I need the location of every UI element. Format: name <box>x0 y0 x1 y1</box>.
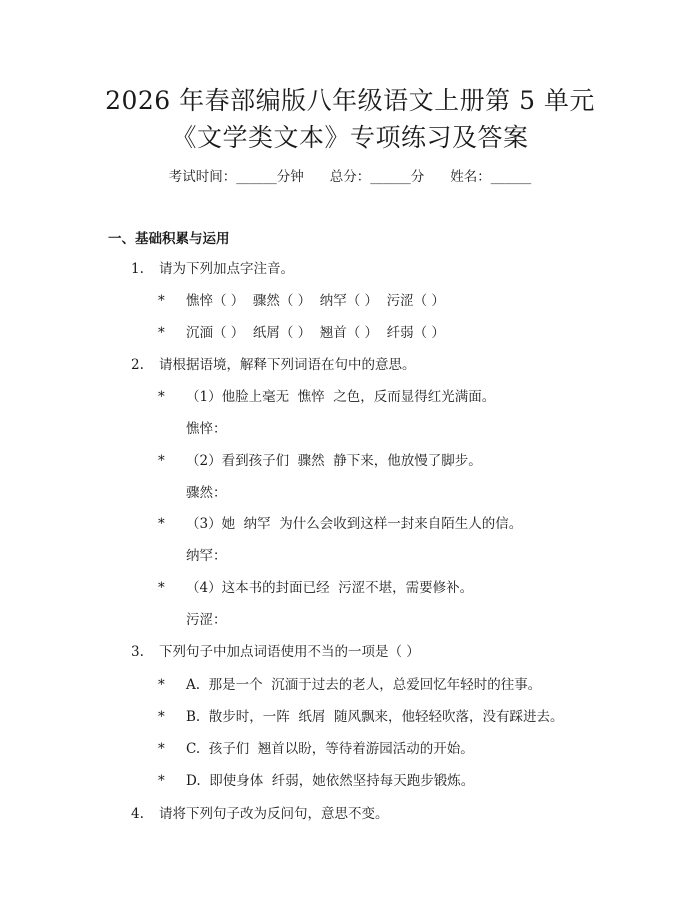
option-text: C. 孩子们 翘首以盼，等待着游园活动的开始。 <box>186 741 474 757</box>
list-item-text: （3）她 纳罕 为什么会收到这样一封来自陌生人的信。 <box>186 516 523 532</box>
bullet-marker: * <box>158 773 165 789</box>
bullet-marker: * <box>158 580 165 596</box>
answer-label-text: 骤然： <box>186 485 227 501</box>
exam-time-field: 考试时间：______分钟 <box>168 169 304 185</box>
list-item-text: 沉湎（ ） 纸屑（ ） 翘首（ ） 纤弱（ ） <box>186 325 445 341</box>
option-text: B. 散步时，一阵 纸屑 随风飘来，他轻轻吹落，没有踩进去。 <box>186 709 564 725</box>
document-title-line-1: 2026 年春部编版八年级语文上册第 5 单元 <box>105 86 595 115</box>
question-number: 2. <box>131 357 144 373</box>
question-number: 3. <box>131 644 144 660</box>
question-text: 下列句子中加点词语使用不当的一项是（ ） <box>159 644 420 660</box>
list-item-text: （1）他脸上毫无 憔悴 之色，反而显得红光满面。 <box>186 389 496 405</box>
question-number: 4. <box>131 806 144 822</box>
question-number: 1. <box>131 261 144 277</box>
answer-label-text: 污涩： <box>186 612 227 628</box>
bullet-marker: * <box>158 677 165 693</box>
student-name-field: 姓名：______ <box>450 169 532 185</box>
bullet-marker: * <box>158 453 165 469</box>
question-text: 请根据语境，解释下列词语在句中的意思。 <box>159 357 416 373</box>
option-text: D. 即使身体 纤弱，她依然坚持每天跑步锻炼。 <box>186 773 475 789</box>
bullet-marker: * <box>158 516 165 532</box>
option-text: A. 那是一个 沉湎于过去的老人，总爱回忆年轻时的往事。 <box>186 677 542 693</box>
list-item-text: （4）这本书的封面已经 污涩不堪，需要修补。 <box>186 580 474 596</box>
bullet-marker: * <box>158 741 165 757</box>
exam-info-line <box>0 167 700 187</box>
section-heading: 一、基础积累与运用 <box>108 231 230 247</box>
bullet-marker: * <box>158 325 165 341</box>
list-item-text: （2）看到孩子们 骤然 静下来，他放慢了脚步。 <box>186 453 482 469</box>
list-item-text: 憔悴（ ） 骤然（ ） 纳罕（ ） 污涩（ ） <box>186 293 445 309</box>
bullet-marker: * <box>158 389 165 405</box>
bullet-marker: * <box>158 293 165 309</box>
answer-label-text: 纳罕： <box>186 548 227 564</box>
total-score-field: 总分：______分 <box>329 169 425 185</box>
document-title-line-2: 《文学类文本》专项练习及答案 <box>171 123 529 152</box>
bullet-marker: * <box>158 709 165 725</box>
question-text: 请为下列加点字注音。 <box>159 261 294 277</box>
answer-label-text: 憔悴： <box>186 421 227 437</box>
question-text: 请将下列句子改为反问句，意思不变。 <box>159 806 389 822</box>
